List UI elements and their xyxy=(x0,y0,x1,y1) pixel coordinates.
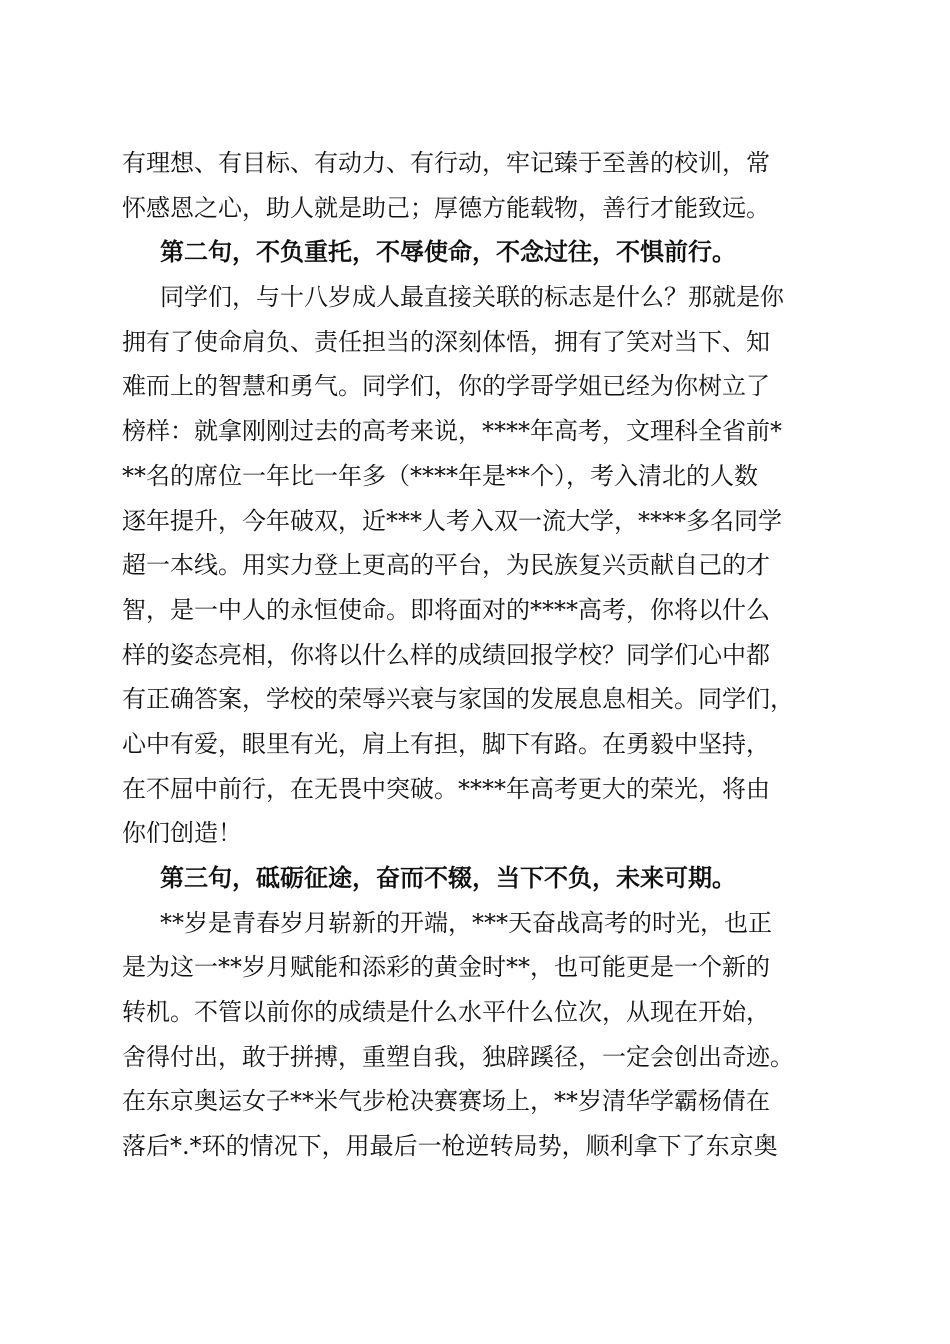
paragraph-line: 心中有爱，眼里有光，肩上有担，脚下有路。在勇毅中坚持， xyxy=(122,729,770,758)
section-heading-line: 第三句，砥砺征途，奋而不辍，当下不负，未来可期。 xyxy=(160,863,736,892)
paragraph-line: 逐年提升，今年破双，近***人考入双一流大学，****多名同学 xyxy=(122,506,782,535)
paragraph-line: **岁是青春岁月崭新的开端，***天奋战高考的时光，也正 xyxy=(160,908,772,937)
paragraph-line: 拥有了使命肩负、责任担当的深刻体悟，拥有了笑对当下、知 xyxy=(122,327,770,356)
paragraph-line: **名的席位一年比一年多（****年是**个），考入清北的人数 xyxy=(122,461,758,490)
paragraph-line: 在东京奥运女子**米气步枪决赛赛场上，**岁清华学霸杨倩在 xyxy=(122,1087,770,1116)
paragraph-line: 舍得付出，敢于拼搏，重塑自我，独辟蹊径，一定会创出奇迹。 xyxy=(122,1042,794,1071)
paragraph-line: 超一本线。用实力登上更高的平台，为民族复兴贡献自己的才 xyxy=(122,551,770,580)
paragraph-line: 智，是一中人的永恒使命。即将面对的****高考，你将以什么 xyxy=(122,595,770,624)
paragraph-line: 在不屈中前行，在无畏中突破。****年高考更大的荣光，将由 xyxy=(122,774,770,803)
section-heading-line: 第二句，不负重托，不辱使命，不念过往，不惧前行。 xyxy=(160,237,736,267)
paragraph-line: 样的姿态亮相，你将以什么样的成绩回报学校？同学们心中都 xyxy=(122,640,770,669)
paragraph-line: 榜样：就拿刚刚过去的高考来说，****年高考，文理科全省前* xyxy=(122,417,782,446)
paragraph-line: 转机。不管以前你的成绩是什么水平什么位次，从现在开始， xyxy=(122,998,770,1027)
paragraph-line: 有正确答案，学校的荣辱兴衰与家国的发展息息相关。同学们， xyxy=(122,685,794,714)
paragraph-line: 难而上的智慧和勇气。同学们，你的学哥学姐已经为你树立了 xyxy=(122,372,770,401)
paragraph-line: 怀感恩之心，助人就是助己；厚德方能载物，善行才能致远。 xyxy=(122,193,770,222)
paragraph-line: 落后*.*环的情况下，用最后一枪逆转局势，顺利拿下了东京奥 xyxy=(122,1132,778,1161)
paragraph-line: 有理想、有目标、有动力、有行动，牢记臻于至善的校训，常 xyxy=(122,149,770,177)
paragraph-line: 是为这一**岁月赋能和添彩的黄金时**，也可能更是一个新的 xyxy=(122,953,770,982)
document-body xyxy=(122,141,842,1169)
paragraph-line: 同学们，与十八岁成人最直接关联的标志是什么？那就是你 xyxy=(160,283,784,312)
paragraph-line: 你们创造！ xyxy=(122,819,242,848)
